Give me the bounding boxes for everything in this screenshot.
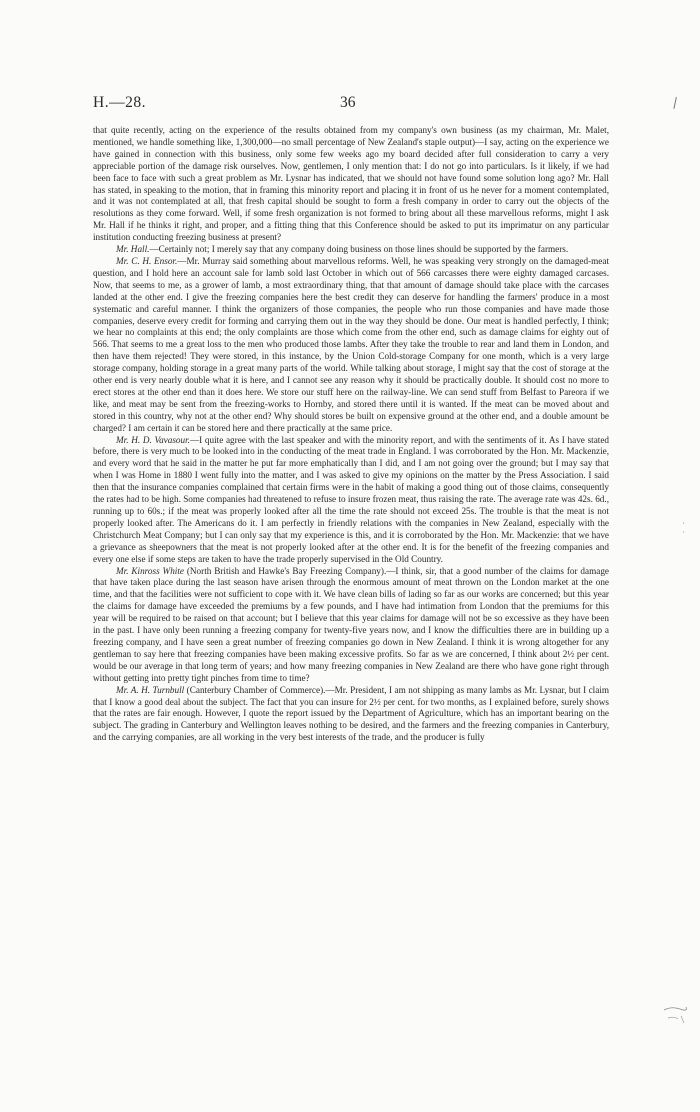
paragraph xyxy=(93,125,609,244)
paragraph-text: (North British and Hawke's Bay Freezing Company).—I think, sir, that a good number of the claims for damage that have taken place during the last season have arisen through the enormous amount of meat thrown on the London market at the one time, and that the facilities were not sufficient to cope with it. We have clean bills of lading so far as our works are concerned; but this year the claims for damage have exceeded the premiums by a few pounds, and I have had intimation from London that the premiums for this year will be required to be raised on that account; but I believe that this year claims for damage will not be so excessive as they have been in the past. I have only been running a freezing company for twenty-five years now, and I know the difficulties there are in building up a freezing company, and I have seen a great number of freezing companies go down in New Zealand. I think it is wrong altogether for any gentleman to say here that freezing companies have been making excessive profits. So far as we are concerned, I think about 2½ per cent. would be our average in that long term of years; and how many freezing companies in New Zealand are there who have gone right through without getting into pretty tight pinches from time to time? xyxy=(93,565,609,683)
paragraph xyxy=(93,685,609,745)
speaker-name: Mr. Kinross White xyxy=(116,565,184,576)
paragraph-text: —Certainly not; I merely say that any company doing business on those lines should be supported by the farmers. xyxy=(149,244,569,255)
paragraph xyxy=(93,244,609,256)
paragraph xyxy=(93,566,609,685)
document-id: H.—28. xyxy=(93,94,146,111)
margin-pencil-mark: / xyxy=(671,95,680,112)
paragraph xyxy=(93,256,609,435)
margin-scribble-mark xyxy=(662,1004,688,1026)
speaker-name: Mr. Hall. xyxy=(116,244,150,255)
speaker-name: Mr. C. H. Ensor. xyxy=(116,255,178,266)
page-header xyxy=(93,94,607,118)
page-number: 36 xyxy=(340,94,356,111)
paragraph xyxy=(93,435,609,566)
margin-dots-mark: · · xyxy=(682,519,685,538)
paragraph-text: (Canterbury Chamber of Commerce).—Mr. President, I am not shipping as many lambs as Mr. Lysnar, but I claim that I know a good deal about the subject. The fact that you can insure for 2½ per cent. for two months, as I explained before, surely shows that the rates are fair enough. However, I quote the report issued by the Department of Agriculture, which has an important bearing on the subject. The grading in Canterbury and Wellington leaves nothing to be desired, and the farmers and the freezing companies in Canterbury, and the carrying companies, are all working in the very best interests of the trade, and the producer is fully xyxy=(93,684,610,743)
speaker-name: Mr. H. D. Vavasour. xyxy=(116,434,190,445)
paragraph-text: —Mr. Murray said something about marvellous reforms. Well, he was speaking very strongly on the damaged-meat question, and I hold here an account sale for lamb sold last October in which out of 566 carcasses there were eighty damaged carcases. Now, that seems to me, as a grower of lamb, a most extraordinary thing, that that amount of damage should take place with the carcases landed at the other end. I give the freezing companies here the best credit they can deserve for handling the farmers' produce in a most systematic and careful manner. I think the organizers of those companies, the people who run those companies and have made those companies, deserve every credit for forming and carrying them out in the way they should be done. Our meat is handled perfectly, I think; we hear no complaints at this end; the only complaints are those which come from the other end, such as damage claims for eighty out of 566. That seems to me a great loss to the men who produced those lambs. After they take the trouble to rear and land them in London, and then have them rejected! They were stored, in this instance, by the Union Cold-storage Company for one month, which is a very large storage company, holding storage in a great many parts of the world. While talking about storage, I might say that the cost of storage at the other end is very nearly double what it is here, and I cannot see any reason why it should be practically double. It should cost no more to erect stores at the other end than it does here. We store our stuff here on the railway-line. We can send stuff from Belfast to Pareora if we like, and meat may be sent from the freezing-works to Hornby, and stored there until it is wanted. If the meat can be moved about and stored in this country, why not at the other end? Why should stores be built on expensive ground at the other end, and a double amount be charged? I am certain it can be stored here and there practically at the same price. xyxy=(93,255,609,433)
speaker-name: Mr. A. H. Turnbull xyxy=(116,684,185,695)
paragraph-text: —I quite agree with the last speaker and with the minority report, and with the sentiments of it. As I have stated before, there is very much to be looked into in the conducting of the meat trade in England. I was corroborated by the Hon. Mr. Mackenzie, and every word that he said in the matter he put far more emphatically than I did, and I am not going over the ground; but I may say that when I was Home in 1880 I went fully into the matter, and I was asked to give my opinions on the matter by the Press Association. I said then that the insurance companies complained that certain firms were in the habit of making a good thing out of those claims, consequently the rates had to be high. Some companies had threatened to refuse to insure frozen meat, thus raising the rate. The average rate was 42s. 6d., running up to 60s.; if the meat was properly looked after all the time the rate should not exceed 25s. The trouble is that the meat is not properly looked after. The Americans do it. I am perfectly in friendly relations with the companies in New Zealand, especially with the Christchurch Meat Company; but I can only say that my experience is this, and it is corroborated by the Hon. Mr. Mackenzie: that we have a grievance as sheepowners that the meat is not properly looked after at the other end. It is for the benefit of the freezing companies and every one else if some steps are taken to have the trade properly supervised in the Old Country. xyxy=(93,434,609,564)
body-text xyxy=(93,125,609,744)
paragraph-text: that quite recently, acting on the experience of the results obtained from my company's own business (as my chairman, Mr. Malet, mentioned, we handle something like, 1,300,000—no small percentage of New Zealand's staple output)—I say, acting on the experience we have gained in connection with this business, only some few weeks ago my board decided after full consideration to carry a very appreciable portion of the damage risk ourselves. Now, gentlemen, I only mention that: I do not go into particulars. Is it likely, if we had been face to face with such a great problem as Mr. Lysnar has indicated, that we should not have found some solution long ago? Mr. Hall has stated, in speaking to the motion, that in framing this minority report and placing it in front of us he never for a moment contemplated, and it was not contemplated at all, that fresh capital should be sought to form a fresh company in order to carry out the objects of the resolutions as they come forward. Well, if some fresh organization is not formed to bring about all these marvellous reforms, might I ask Mr. Hall if he thinks it right, and proper, and a fitting thing that this Conference should be asked to put its imprimatur on any particular institution conducting freezing business at present? xyxy=(93,125,609,243)
